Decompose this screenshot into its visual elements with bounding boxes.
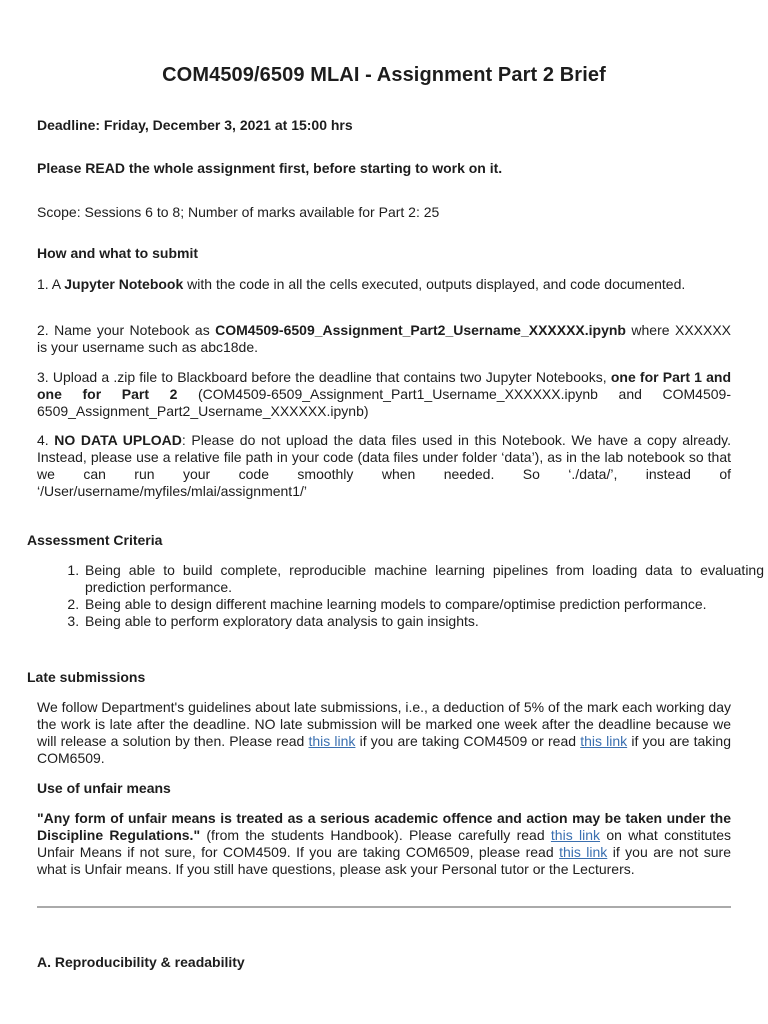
late-text-2: if you are taking COM4509 or read — [355, 733, 581, 749]
document-title: COM4509/6509 MLAI - Assignment Part 2 Brief — [162, 64, 606, 86]
submit-item-3-text: (COM4509-6509_Assignment_Part1_Username_XXXXXX.ipynb and COM4509-6509_Assignment_Part2_Username_XXXXXX.ipynb) — [37, 386, 731, 419]
late-text-1: We follow Department's guidelines about late submissions, i.e., a deduction of 5% of the mark each working day the work is late after the deadline. NO late submission will be marked one week after the deadline because we will release a solution by then. Please read — [37, 699, 731, 749]
submit-item-3-prefix: 3. Upload a .zip file to Blackboard before the deadline that contains two Jupyter Notebooks, — [37, 369, 611, 385]
submit-item-4-prefix: 4. — [37, 432, 55, 448]
unfair-quote: "Any form of unfair means is treated as a serious academic offence and action may be taken under the Discipline Regulations." — [37, 810, 731, 843]
late-link-com4509[interactable]: this link — [308, 733, 356, 749]
criteria-heading: Assessment Criteria — [27, 532, 163, 548]
submit-item-1-bold: Jupyter Notebook — [64, 276, 184, 292]
submit-item-2-bold: COM4509-6509_Assignment_Part2_Username_XXXXXX.ipynb — [215, 322, 626, 338]
unfair-link-com6509[interactable]: this link — [559, 844, 608, 860]
submit-item-1 — [37, 276, 731, 293]
unfair-paragraph — [37, 810, 731, 878]
submit-item-2-prefix: 2. Name your Notebook as — [37, 322, 216, 338]
submit-heading: How and what to submit — [37, 245, 198, 261]
late-text-3: if you are taking COM6509. — [37, 733, 731, 766]
criteria-list — [50, 562, 764, 630]
submit-item-2 — [37, 322, 731, 356]
unfair-link-com4509[interactable]: this link — [550, 827, 601, 843]
submit-item-2-text: where XXXXXX is your username such as abc18de. — [37, 322, 732, 355]
submit-item-4-text: : Please do not upload the data files used in this Notebook. We have a copy already. Instead, please use a relative file path in your code (data files under folder ‘data’), as in the lab notebook so that we can run your code smoothly when needed. So ‘./data/’, instead of ‘/User/username/myfiles/mlai/assignment1/’ — [37, 432, 731, 499]
criteria-item: 3. Being able to perform exploratory data analysis to gain insights. — [83, 613, 764, 630]
submit-item-4-bold: NO DATA UPLOAD — [54, 432, 182, 448]
submit-item-4 — [37, 432, 731, 500]
late-heading: Late submissions — [27, 669, 146, 685]
submit-item-3-bold: one for Part 1 and one for Part 2 — [37, 369, 731, 402]
scope-text: Scope: Sessions 6 to 8; Number of marks available for Part 2: 25 — [37, 204, 440, 220]
section-divider — [37, 906, 731, 908]
unfair-heading: Use of unfair means — [37, 780, 171, 796]
section-a-heading: A. Reproducibility & readability — [37, 954, 245, 970]
unfair-text-1: (from the students Handbook). Please carefully read — [200, 827, 551, 843]
late-link-com6509[interactable]: this link — [580, 733, 628, 749]
late-paragraph — [37, 699, 731, 767]
submit-item-1-prefix: 1. A — [37, 276, 65, 292]
unfair-text-3: if you are not sure what is Unfair means. If you still have questions, please ask your Personal tutor or the Lecturers. — [37, 844, 731, 877]
submit-item-3 — [37, 369, 731, 420]
deadline-text: Deadline: Friday, December 3, 2021 at 15:00 hrs — [37, 117, 353, 133]
criteria-item: 1. Being able to build complete, reproducible machine learning pipelines from loading data to evaluating prediction performance. — [83, 562, 764, 596]
submit-item-1-text: with the code in all the cells executed, outputs displayed, and code documented. — [183, 276, 686, 292]
read-first-notice: Please READ the whole assignment first, before starting to work on it. — [37, 160, 503, 176]
criteria-item: 2. Being able to design different machine learning models to compare/optimise prediction performance. — [83, 596, 764, 613]
unfair-text-2: on what constitutes Unfair Means if not sure, for COM4509. If you are taking COM6509, please read — [37, 827, 731, 860]
